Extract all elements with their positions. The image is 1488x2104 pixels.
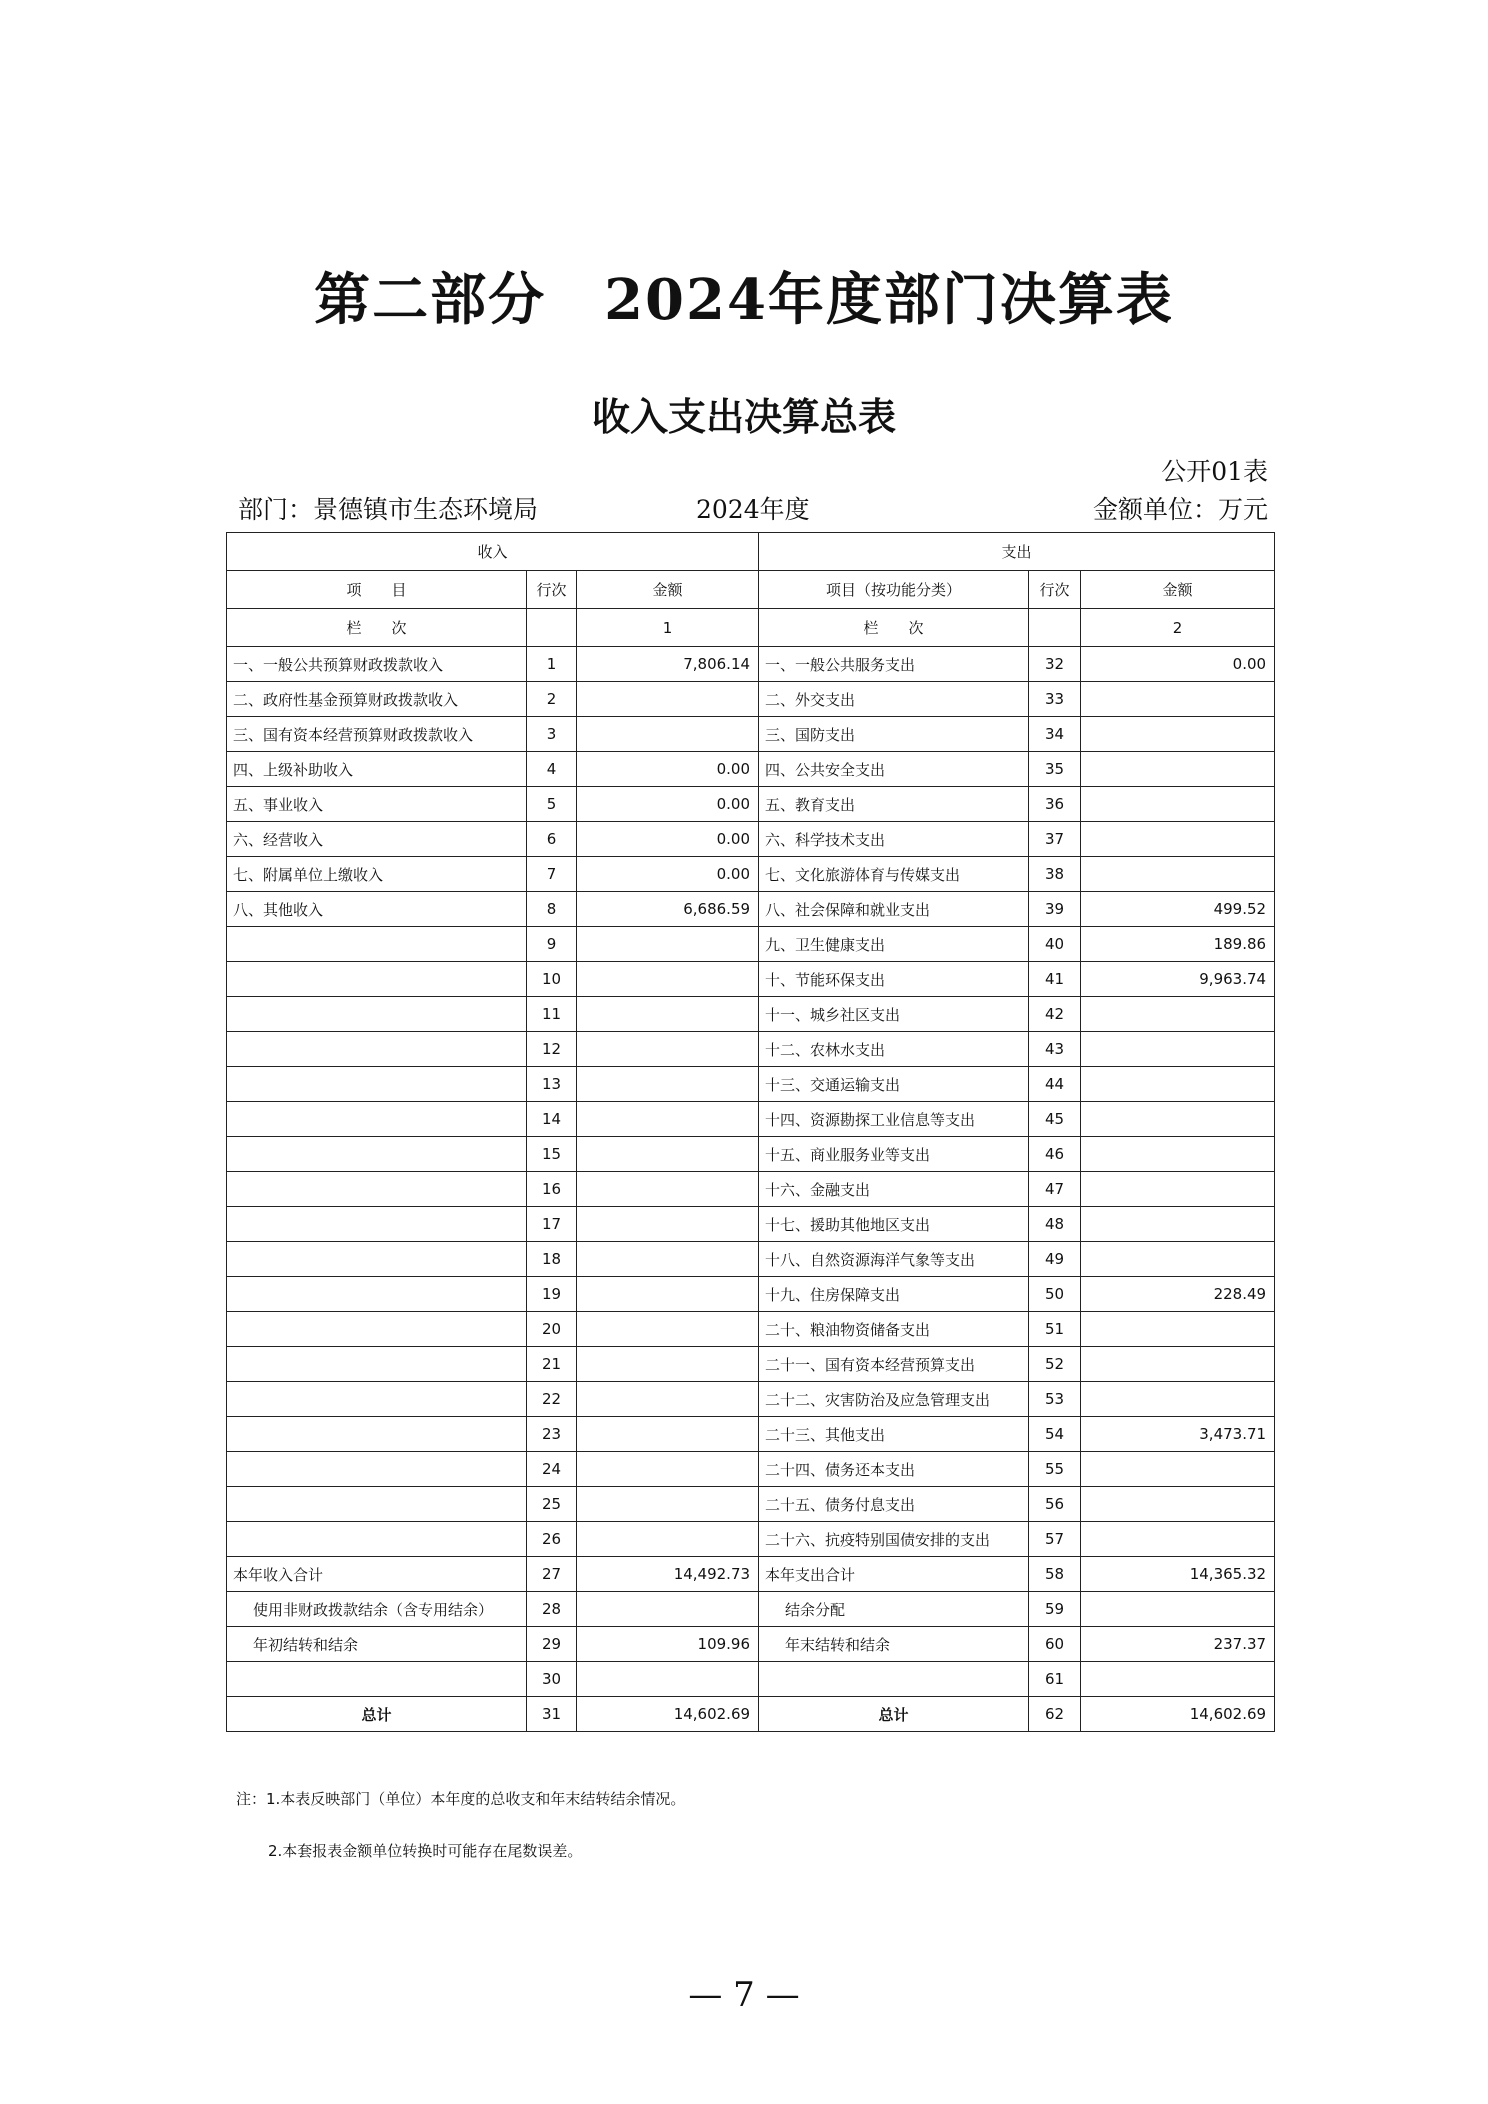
expense-item: 九、卫生健康支出 (759, 927, 1029, 962)
income-row-no: 13 (527, 1067, 577, 1102)
income-item: 六、经营收入 (227, 822, 527, 857)
distribution-amount (1081, 1592, 1275, 1627)
expense-row-no: 52 (1029, 1347, 1081, 1382)
expense-item: 十七、援助其他地区支出 (759, 1207, 1029, 1242)
income-amount (577, 1487, 759, 1522)
expense-row-no: 57 (1029, 1522, 1081, 1557)
expense-item: 一、一般公共服务支出 (759, 647, 1029, 682)
income-amount (577, 1347, 759, 1382)
income-amount (577, 717, 759, 752)
expense-amount (1081, 1172, 1275, 1207)
carry-out-row: 60 (1029, 1627, 1081, 1662)
expense-row-no: 42 (1029, 997, 1081, 1032)
expense-item: 十一、城乡社区支出 (759, 997, 1029, 1032)
note-1: 注：1.本表反映部门（单位）本年度的总收支和年末结转结余情况。 (236, 1790, 686, 1808)
table-column-header-row (227, 571, 1275, 609)
expense-amount (1081, 1522, 1275, 1557)
summary-row (227, 1627, 1275, 1662)
income-header: 收入 (227, 533, 759, 571)
lanci-empty-2 (1029, 609, 1081, 647)
income-item (227, 1347, 527, 1382)
form-number: 公开01表 (1161, 457, 1268, 486)
income-item (227, 1417, 527, 1452)
expense-amount (1081, 822, 1275, 857)
income-item: 八、其他收入 (227, 892, 527, 927)
income-item (227, 997, 527, 1032)
income-amount (577, 997, 759, 1032)
income-amount (577, 682, 759, 717)
table-row (227, 1102, 1275, 1137)
total-expense-label: 本年支出合计 (759, 1557, 1029, 1592)
blank-expense-amount (1081, 1662, 1275, 1697)
carry-in-label: 年初结转和结余 (227, 1627, 527, 1662)
expense-amount (1081, 787, 1275, 822)
nonfiscal-amount (577, 1592, 759, 1627)
expense-item: 四、公共安全支出 (759, 752, 1029, 787)
nonfiscal-row: 28 (527, 1592, 577, 1627)
expense-row-no: 37 (1029, 822, 1081, 857)
income-row-no: 19 (527, 1277, 577, 1312)
blank-income-row: 30 (527, 1662, 577, 1697)
table-row (227, 1417, 1275, 1452)
expense-item: 七、文化旅游体育与传媒支出 (759, 857, 1029, 892)
expense-row-no: 45 (1029, 1102, 1081, 1137)
blank-income-amount (577, 1662, 759, 1697)
table-row (227, 1207, 1275, 1242)
expense-item: 二十三、其他支出 (759, 1417, 1029, 1452)
income-amount (577, 1382, 759, 1417)
expense-row-no: 46 (1029, 1137, 1081, 1172)
expense-row-no: 32 (1029, 647, 1081, 682)
expense-amount (1081, 1102, 1275, 1137)
income-item (227, 1102, 527, 1137)
expense-item: 十二、农林水支出 (759, 1032, 1029, 1067)
expense-amount: 499.52 (1081, 892, 1275, 927)
expense-amount (1081, 717, 1275, 752)
nonfiscal-label: 使用非财政拨款结余（含专用结余） (227, 1592, 527, 1627)
income-row-no: 25 (527, 1487, 577, 1522)
carry-in-row: 29 (527, 1627, 577, 1662)
table-row (227, 1487, 1275, 1522)
expense-row-no: 48 (1029, 1207, 1081, 1242)
income-row-no: 20 (527, 1312, 577, 1347)
income-row-no: 7 (527, 857, 577, 892)
expense-row-no: 44 (1029, 1067, 1081, 1102)
table-row (227, 1277, 1275, 1312)
total-income-amount: 14,492.73 (577, 1557, 759, 1592)
income-amount (577, 1452, 759, 1487)
summary-row (227, 1662, 1275, 1697)
income-item (227, 1522, 527, 1557)
carry-in-amount: 109.96 (577, 1627, 759, 1662)
expense-row-no: 49 (1029, 1242, 1081, 1277)
carry-out-label: 年末结转和结余 (759, 1627, 1029, 1662)
income-item: 四、上级补助收入 (227, 752, 527, 787)
income-amount (577, 1172, 759, 1207)
table-row (227, 717, 1275, 752)
total-income-row: 27 (527, 1557, 577, 1592)
income-amount (577, 927, 759, 962)
grand-total-income-amount: 14,602.69 (577, 1697, 759, 1732)
expense-amount: 228.49 (1081, 1277, 1275, 1312)
lanci-empty (527, 609, 577, 647)
income-row-no: 24 (527, 1452, 577, 1487)
col-item-header: 项 目 (227, 571, 527, 609)
grand-total-expense-row: 62 (1029, 1697, 1081, 1732)
expense-row-no: 55 (1029, 1452, 1081, 1487)
income-item (227, 1487, 527, 1522)
income-amount: 7,806.14 (577, 647, 759, 682)
expense-amount (1081, 997, 1275, 1032)
expense-row-no: 43 (1029, 1032, 1081, 1067)
income-item (227, 1067, 527, 1102)
income-amount (577, 1102, 759, 1137)
income-row-no: 15 (527, 1137, 577, 1172)
income-row-no: 23 (527, 1417, 577, 1452)
unit-label: 金额单位：万元 (1092, 495, 1268, 524)
department-label: 部门：景德镇市生态环境局 (238, 495, 539, 524)
table-row (227, 787, 1275, 822)
expense-row-no: 53 (1029, 1382, 1081, 1417)
col-item-func-header: 项目（按功能分类） (759, 571, 1029, 609)
expense-item: 十九、住房保障支出 (759, 1277, 1029, 1312)
expense-item: 二十、粮油物资储备支出 (759, 1312, 1029, 1347)
income-item: 一、一般公共预算财政拨款收入 (227, 647, 527, 682)
table-row (227, 997, 1275, 1032)
income-amount (577, 1417, 759, 1452)
expense-row-no: 41 (1029, 962, 1081, 997)
expense-item: 十八、自然资源海洋气象等支出 (759, 1242, 1029, 1277)
expense-row-no: 50 (1029, 1277, 1081, 1312)
income-row-no: 14 (527, 1102, 577, 1137)
expense-amount (1081, 1137, 1275, 1172)
expense-row-no: 38 (1029, 857, 1081, 892)
expense-row-no: 35 (1029, 752, 1081, 787)
table-row (227, 1242, 1275, 1277)
income-row-no: 3 (527, 717, 577, 752)
grand-total-expense-amount: 14,602.69 (1081, 1697, 1275, 1732)
expense-item: 十五、商业服务业等支出 (759, 1137, 1029, 1172)
total-expense-row: 58 (1029, 1557, 1081, 1592)
expense-row-no: 51 (1029, 1312, 1081, 1347)
income-amount: 0.00 (577, 822, 759, 857)
table-row (227, 647, 1275, 682)
lanci-label-2: 栏 次 (759, 609, 1029, 647)
expense-item: 十四、资源勘探工业信息等支出 (759, 1102, 1029, 1137)
total-income-label: 本年收入合计 (227, 1557, 527, 1592)
expense-amount: 0.00 (1081, 647, 1275, 682)
income-amount: 0.00 (577, 752, 759, 787)
expense-amount (1081, 1347, 1275, 1382)
expense-item: 十、节能环保支出 (759, 962, 1029, 997)
table-row (227, 1172, 1275, 1207)
table-row (227, 1032, 1275, 1067)
expense-amount (1081, 1487, 1275, 1522)
income-amount (577, 1067, 759, 1102)
income-row-no: 9 (527, 927, 577, 962)
table-row (227, 1522, 1275, 1557)
expense-amount (1081, 1207, 1275, 1242)
income-amount (577, 1522, 759, 1557)
income-row-no: 5 (527, 787, 577, 822)
income-item (227, 1452, 527, 1487)
expense-item: 十六、金融支出 (759, 1172, 1029, 1207)
summary-row (227, 1697, 1275, 1732)
blank-income-item (227, 1662, 527, 1697)
income-row-no: 6 (527, 822, 577, 857)
expense-row-no: 40 (1029, 927, 1081, 962)
table-row (227, 892, 1275, 927)
income-item (227, 1312, 527, 1347)
expense-item: 十三、交通运输支出 (759, 1067, 1029, 1102)
income-amount (577, 1207, 759, 1242)
expense-amount: 3,473.71 (1081, 1417, 1275, 1452)
expense-item: 三、国防支出 (759, 717, 1029, 752)
expense-amount (1081, 1312, 1275, 1347)
expense-amount: 9,963.74 (1081, 962, 1275, 997)
income-item (227, 962, 527, 997)
income-amount (577, 1242, 759, 1277)
expense-item: 二十五、债务付息支出 (759, 1487, 1029, 1522)
expense-amount (1081, 1067, 1275, 1102)
expense-amount (1081, 1032, 1275, 1067)
income-item: 五、事业收入 (227, 787, 527, 822)
income-item (227, 1277, 527, 1312)
income-row-no: 1 (527, 647, 577, 682)
expense-amount (1081, 1452, 1275, 1487)
expense-row-no: 34 (1029, 717, 1081, 752)
income-amount (577, 1277, 759, 1312)
blank-expense-item (759, 1662, 1029, 1697)
income-amount: 6,686.59 (577, 892, 759, 927)
note-2: 2.本套报表金额单位转换时可能存在尾数误差。 (268, 1842, 583, 1860)
table-row (227, 962, 1275, 997)
expense-item: 二十二、灾害防治及应急管理支出 (759, 1382, 1029, 1417)
income-item (227, 1207, 527, 1242)
expense-row-no: 33 (1029, 682, 1081, 717)
expense-amount: 189.86 (1081, 927, 1275, 962)
expense-amount (1081, 1382, 1275, 1417)
table-header-row (227, 533, 1275, 571)
expense-item: 六、科学技术支出 (759, 822, 1029, 857)
income-item: 七、附属单位上缴收入 (227, 857, 527, 892)
expense-item: 二十六、抗疫特别国债安排的支出 (759, 1522, 1029, 1557)
income-amount: 0.00 (577, 857, 759, 892)
col-amount2-header: 金额 (1081, 571, 1275, 609)
income-row-no: 26 (527, 1522, 577, 1557)
col-amount-header: 金额 (577, 571, 759, 609)
lanci-label: 栏 次 (227, 609, 527, 647)
total-expense-amount: 14,365.32 (1081, 1557, 1275, 1592)
grand-total-income-label: 总计 (227, 1697, 527, 1732)
expense-item: 二十四、债务还本支出 (759, 1452, 1029, 1487)
income-item (227, 1137, 527, 1172)
expense-row-no: 56 (1029, 1487, 1081, 1522)
expense-item: 二、外交支出 (759, 682, 1029, 717)
income-row-no: 18 (527, 1242, 577, 1277)
expense-header: 支出 (759, 533, 1275, 571)
col-row2-header: 行次 (1029, 571, 1081, 609)
income-item: 二、政府性基金预算财政拨款收入 (227, 682, 527, 717)
income-item (227, 927, 527, 962)
table-row (227, 1347, 1275, 1382)
table-row (227, 1382, 1275, 1417)
income-row-no: 11 (527, 997, 577, 1032)
expense-item: 二十一、国有资本经营预算支出 (759, 1347, 1029, 1382)
income-row-no: 17 (527, 1207, 577, 1242)
expense-row-no: 54 (1029, 1417, 1081, 1452)
expense-amount (1081, 682, 1275, 717)
table-row (227, 1452, 1275, 1487)
page-number: — 7 — (688, 1975, 800, 2015)
expense-item: 八、社会保障和就业支出 (759, 892, 1029, 927)
grand-total-income-row: 31 (527, 1697, 577, 1732)
table-row (227, 1312, 1275, 1347)
income-item (227, 1242, 527, 1277)
expense-row-no: 36 (1029, 787, 1081, 822)
income-amount: 0.00 (577, 787, 759, 822)
sub-title: 收入支出决算总表 (591, 395, 896, 439)
table-lanci-row (227, 609, 1275, 647)
carry-out-amount: 237.37 (1081, 1627, 1275, 1662)
distribution-row: 59 (1029, 1592, 1081, 1627)
expense-amount (1081, 752, 1275, 787)
table-row (227, 927, 1275, 962)
income-row-no: 22 (527, 1382, 577, 1417)
income-row-no: 12 (527, 1032, 577, 1067)
summary-row (227, 1557, 1275, 1592)
table-row (227, 682, 1275, 717)
income-row-no: 8 (527, 892, 577, 927)
table-row (227, 857, 1275, 892)
expense-amount (1081, 857, 1275, 892)
income-row-no: 10 (527, 962, 577, 997)
summary-row (227, 1592, 1275, 1627)
table-row (227, 752, 1275, 787)
income-row-no: 4 (527, 752, 577, 787)
expense-row-no: 39 (1029, 892, 1081, 927)
col-row-header: 行次 (527, 571, 577, 609)
income-amount (577, 962, 759, 997)
year-label: 2024年度 (696, 495, 810, 524)
expense-row-no: 47 (1029, 1172, 1081, 1207)
income-amount (577, 1312, 759, 1347)
budget-summary-table (226, 532, 1275, 1732)
table-row (227, 822, 1275, 857)
lanci-col1: 1 (577, 609, 759, 647)
income-row-no: 2 (527, 682, 577, 717)
income-amount (577, 1032, 759, 1067)
income-item (227, 1382, 527, 1417)
income-amount (577, 1137, 759, 1172)
main-title: 第二部分 2024年度部门决算表 (314, 267, 1174, 333)
expense-item: 五、教育支出 (759, 787, 1029, 822)
blank-expense-row: 61 (1029, 1662, 1081, 1697)
income-item: 三、国有资本经营预算财政拨款收入 (227, 717, 527, 752)
income-row-no: 16 (527, 1172, 577, 1207)
lanci-col2: 2 (1081, 609, 1275, 647)
distribution-label: 结余分配 (759, 1592, 1029, 1627)
table-row (227, 1067, 1275, 1102)
income-item (227, 1032, 527, 1067)
grand-total-expense-label: 总计 (759, 1697, 1029, 1732)
income-row-no: 21 (527, 1347, 577, 1382)
expense-amount (1081, 1242, 1275, 1277)
income-item (227, 1172, 527, 1207)
table-row (227, 1137, 1275, 1172)
